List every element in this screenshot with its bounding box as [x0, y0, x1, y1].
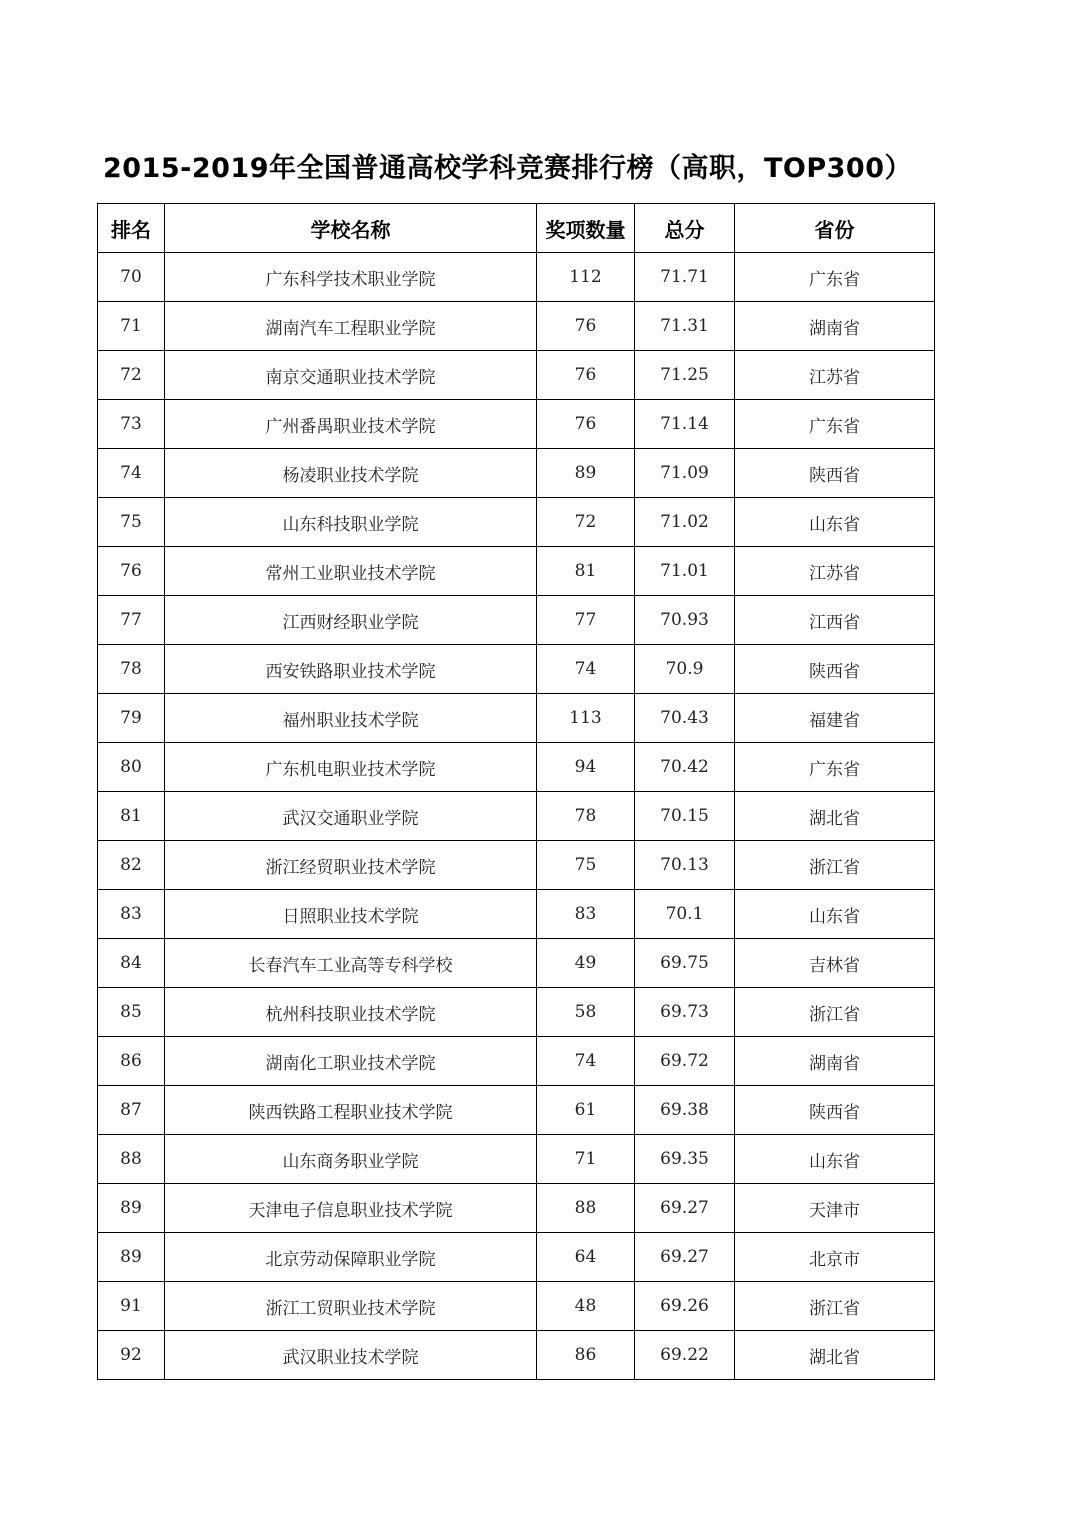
cell-awards: 74 — [537, 645, 635, 694]
cell-school: 广州番禺职业技术学院 — [165, 400, 537, 449]
table-row — [98, 253, 935, 302]
cell-awards: 81 — [537, 547, 635, 596]
cell-province: 湖南省 — [735, 1037, 935, 1086]
table-row — [98, 1184, 935, 1233]
cell-province: 湖北省 — [735, 1331, 935, 1380]
header-province: 省份 — [735, 204, 935, 253]
cell-awards: 89 — [537, 449, 635, 498]
cell-province: 浙江省 — [735, 988, 935, 1037]
cell-province: 江西省 — [735, 596, 935, 645]
cell-school: 陕西铁路工程职业技术学院 — [165, 1086, 537, 1135]
table-row — [98, 890, 935, 939]
cell-school: 长春汽车工业高等专科学校 — [165, 939, 537, 988]
cell-rank: 76 — [98, 547, 165, 596]
cell-rank: 81 — [98, 792, 165, 841]
cell-province: 山东省 — [735, 498, 935, 547]
cell-awards: 76 — [537, 400, 635, 449]
cell-province: 浙江省 — [735, 841, 935, 890]
cell-school: 西安铁路职业技术学院 — [165, 645, 537, 694]
cell-score: 71.25 — [635, 351, 735, 400]
cell-rank: 70 — [98, 253, 165, 302]
cell-score: 70.93 — [635, 596, 735, 645]
cell-score: 71.09 — [635, 449, 735, 498]
cell-score: 70.15 — [635, 792, 735, 841]
cell-school: 南京交通职业技术学院 — [165, 351, 537, 400]
cell-rank: 80 — [98, 743, 165, 792]
cell-school: 山东科技职业学院 — [165, 498, 537, 547]
cell-score: 70.43 — [635, 694, 735, 743]
table-body — [98, 253, 935, 1380]
cell-province: 广东省 — [735, 400, 935, 449]
cell-score: 69.75 — [635, 939, 735, 988]
cell-school: 日照职业技术学院 — [165, 890, 537, 939]
table-row — [98, 1233, 935, 1282]
cell-rank: 91 — [98, 1282, 165, 1331]
cell-awards: 86 — [537, 1331, 635, 1380]
cell-awards: 112 — [537, 253, 635, 302]
cell-awards: 61 — [537, 1086, 635, 1135]
cell-province: 广东省 — [735, 743, 935, 792]
cell-rank: 89 — [98, 1233, 165, 1282]
cell-province: 广东省 — [735, 253, 935, 302]
cell-rank: 88 — [98, 1135, 165, 1184]
cell-rank: 74 — [98, 449, 165, 498]
cell-score: 69.27 — [635, 1184, 735, 1233]
cell-province: 江苏省 — [735, 547, 935, 596]
table-row — [98, 400, 935, 449]
cell-score: 69.26 — [635, 1282, 735, 1331]
cell-awards: 71 — [537, 1135, 635, 1184]
table-row — [98, 596, 935, 645]
cell-school: 山东商务职业学院 — [165, 1135, 537, 1184]
table-row — [98, 841, 935, 890]
cell-score: 71.14 — [635, 400, 735, 449]
table-row — [98, 988, 935, 1037]
cell-school: 湖南汽车工程职业学院 — [165, 302, 537, 351]
header-school: 学校名称 — [165, 204, 537, 253]
cell-score: 69.73 — [635, 988, 735, 1037]
cell-rank: 75 — [98, 498, 165, 547]
cell-score: 71.31 — [635, 302, 735, 351]
cell-school: 北京劳动保障职业学院 — [165, 1233, 537, 1282]
cell-score: 69.72 — [635, 1037, 735, 1086]
table-row — [98, 792, 935, 841]
cell-school: 浙江工贸职业技术学院 — [165, 1282, 537, 1331]
cell-score: 69.27 — [635, 1233, 735, 1282]
cell-school: 福州职业技术学院 — [165, 694, 537, 743]
page-title: 2015-2019年全国普通高校学科竞赛排行榜（高职，TOP300） — [102, 153, 913, 184]
cell-school: 常州工业职业技术学院 — [165, 547, 537, 596]
cell-province: 湖南省 — [735, 302, 935, 351]
table-row — [98, 351, 935, 400]
cell-rank: 86 — [98, 1037, 165, 1086]
ranking-table — [97, 203, 935, 1380]
table-row — [98, 694, 935, 743]
cell-school: 武汉职业技术学院 — [165, 1331, 537, 1380]
cell-province: 湖北省 — [735, 792, 935, 841]
cell-province: 陕西省 — [735, 645, 935, 694]
cell-awards: 88 — [537, 1184, 635, 1233]
table-row — [98, 302, 935, 351]
cell-score: 69.35 — [635, 1135, 735, 1184]
cell-rank: 85 — [98, 988, 165, 1037]
cell-awards: 113 — [537, 694, 635, 743]
cell-rank: 83 — [98, 890, 165, 939]
table-row — [98, 547, 935, 596]
cell-awards: 58 — [537, 988, 635, 1037]
cell-score: 70.9 — [635, 645, 735, 694]
cell-score: 70.13 — [635, 841, 735, 890]
table-row — [98, 743, 935, 792]
table-row — [98, 1086, 935, 1135]
cell-province: 福建省 — [735, 694, 935, 743]
cell-school: 湖南化工职业技术学院 — [165, 1037, 537, 1086]
cell-school: 江西财经职业学院 — [165, 596, 537, 645]
cell-rank: 84 — [98, 939, 165, 988]
cell-province: 陕西省 — [735, 449, 935, 498]
cell-score: 71.01 — [635, 547, 735, 596]
cell-awards: 83 — [537, 890, 635, 939]
header-awards: 奖项数量 — [537, 204, 635, 253]
table-header-row — [98, 204, 935, 253]
cell-province: 山东省 — [735, 1135, 935, 1184]
cell-awards: 72 — [537, 498, 635, 547]
table-row — [98, 1282, 935, 1331]
cell-province: 北京市 — [735, 1233, 935, 1282]
cell-province: 江苏省 — [735, 351, 935, 400]
cell-rank: 82 — [98, 841, 165, 890]
cell-school: 武汉交通职业学院 — [165, 792, 537, 841]
cell-score: 69.22 — [635, 1331, 735, 1380]
cell-rank: 92 — [98, 1331, 165, 1380]
cell-awards: 49 — [537, 939, 635, 988]
cell-school: 广东科学技术职业学院 — [165, 253, 537, 302]
cell-rank: 79 — [98, 694, 165, 743]
cell-awards: 77 — [537, 596, 635, 645]
cell-awards: 76 — [537, 351, 635, 400]
cell-province: 吉林省 — [735, 939, 935, 988]
cell-score: 71.02 — [635, 498, 735, 547]
cell-rank: 71 — [98, 302, 165, 351]
cell-rank: 78 — [98, 645, 165, 694]
cell-awards: 94 — [537, 743, 635, 792]
cell-province: 浙江省 — [735, 1282, 935, 1331]
cell-score: 71.71 — [635, 253, 735, 302]
cell-awards: 64 — [537, 1233, 635, 1282]
table-row — [98, 1135, 935, 1184]
header-score: 总分 — [635, 204, 735, 253]
cell-awards: 76 — [537, 302, 635, 351]
cell-province: 天津市 — [735, 1184, 935, 1233]
cell-awards: 78 — [537, 792, 635, 841]
table-row — [98, 1037, 935, 1086]
cell-rank: 89 — [98, 1184, 165, 1233]
cell-school: 天津电子信息职业技术学院 — [165, 1184, 537, 1233]
cell-school: 杨凌职业技术学院 — [165, 449, 537, 498]
table-row — [98, 498, 935, 547]
cell-rank: 72 — [98, 351, 165, 400]
cell-rank: 73 — [98, 400, 165, 449]
table-row — [98, 1331, 935, 1380]
table-row — [98, 645, 935, 694]
cell-awards: 75 — [537, 841, 635, 890]
cell-awards: 48 — [537, 1282, 635, 1331]
cell-school: 浙江经贸职业技术学院 — [165, 841, 537, 890]
cell-score: 70.42 — [635, 743, 735, 792]
cell-awards: 74 — [537, 1037, 635, 1086]
cell-school: 广东机电职业技术学院 — [165, 743, 537, 792]
cell-score: 69.38 — [635, 1086, 735, 1135]
cell-school: 杭州科技职业技术学院 — [165, 988, 537, 1037]
table-row — [98, 939, 935, 988]
cell-province: 山东省 — [735, 890, 935, 939]
cell-rank: 87 — [98, 1086, 165, 1135]
cell-rank: 77 — [98, 596, 165, 645]
cell-score: 70.1 — [635, 890, 735, 939]
header-rank: 排名 — [98, 204, 165, 253]
cell-province: 陕西省 — [735, 1086, 935, 1135]
table-row — [98, 449, 935, 498]
